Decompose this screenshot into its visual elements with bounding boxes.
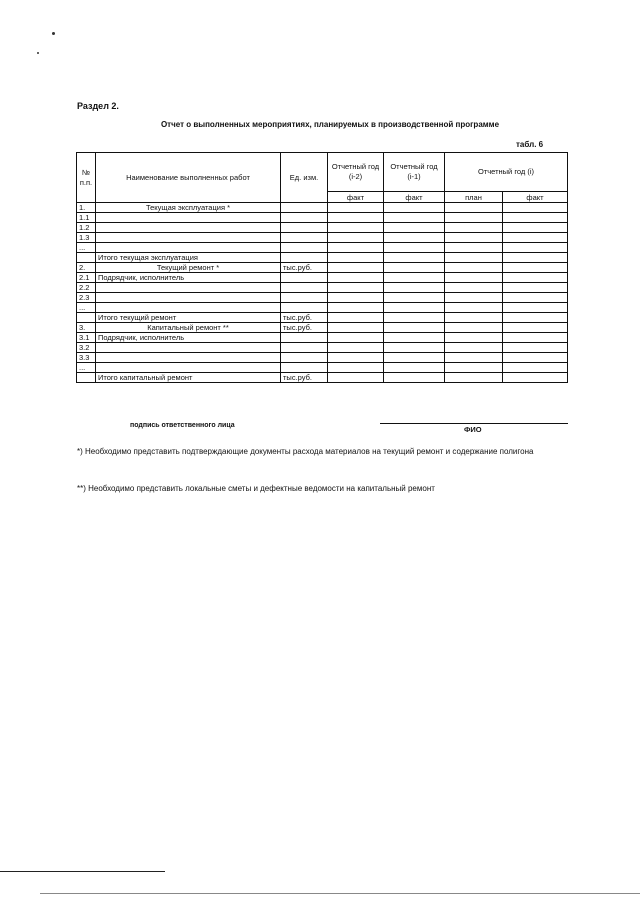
row-unit [281,273,328,283]
cell-plan-i [445,343,503,353]
cell-fakt-i2 [328,323,384,333]
cell-fakt-i [503,303,568,313]
row-unit [281,233,328,243]
row-unit [281,333,328,343]
row-name [96,363,281,373]
row-name [96,223,281,233]
cell-plan-i [445,323,503,333]
cell-fakt-i1 [384,213,445,223]
row-name [96,303,281,313]
header-name: Наименование выполненных работ [96,153,281,203]
report-table [76,152,568,383]
cell-plan-i [445,243,503,253]
cell-fakt-i2 [328,213,384,223]
row-unit: тыс.руб. [281,263,328,273]
cell-fakt-i [503,203,568,213]
table-row [77,303,568,313]
cell-plan-i [445,283,503,293]
cell-fakt-i2 [328,313,384,323]
row-name: Итого капитальный ремонт [96,373,281,383]
row-num: 3.1 [77,333,96,343]
table-reference: табл. 6 [516,140,544,149]
row-name: Подрядчик, исполнитель [96,333,281,343]
cell-fakt-i [503,233,568,243]
subheader-fakt: факт [503,192,568,203]
table-row [77,223,568,233]
header-unit: Ед. изм. [281,153,328,203]
subheader-plan: план [445,192,503,203]
table-row [77,363,568,373]
cell-fakt-i1 [384,253,445,263]
cell-fakt-i [503,263,568,273]
row-unit [281,343,328,353]
cell-fakt-i [503,333,568,343]
cell-fakt-i1 [384,373,445,383]
row-num: 1.1 [77,213,96,223]
row-unit [281,203,328,213]
scan-speck [52,32,55,35]
cell-fakt-i1 [384,293,445,303]
row-num [77,253,96,263]
row-num: 1. [77,203,96,213]
cell-fakt-i2 [328,223,384,233]
row-num: 1.2 [77,223,96,233]
row-name [96,243,281,253]
subheader-fakt: факт [328,192,384,203]
row-name [96,353,281,363]
cell-fakt-i [503,343,568,353]
cell-fakt-i2 [328,243,384,253]
table-row [77,343,568,353]
cell-fakt-i1 [384,243,445,253]
cell-fakt-i [503,223,568,233]
cell-fakt-i2 [328,333,384,343]
row-name [96,233,281,243]
fio-label: ФИО [464,425,482,434]
cell-plan-i [445,373,503,383]
row-unit [281,303,328,313]
row-num: 2. [77,263,96,273]
row-name: Текущий ремонт * [96,263,281,273]
cell-fakt-i [503,373,568,383]
row-name: Подрядчик, исполнитель [96,273,281,283]
header-row [77,153,568,192]
row-unit: тыс.руб. [281,313,328,323]
row-num: ... [77,243,96,253]
table-row [77,353,568,363]
cell-fakt-i [503,313,568,323]
table-row [77,373,568,383]
cell-fakt-i1 [384,233,445,243]
row-num: 2.1 [77,273,96,283]
cell-fakt-i2 [328,373,384,383]
row-name [96,283,281,293]
header-year-i2: Отчетный год (i-2) [328,153,384,192]
row-num: 3.3 [77,353,96,363]
cell-plan-i [445,303,503,313]
cell-plan-i [445,263,503,273]
cell-plan-i [445,233,503,243]
cell-fakt-i2 [328,283,384,293]
table-row [77,283,568,293]
row-num: 3.2 [77,343,96,353]
cell-fakt-i1 [384,333,445,343]
row-num: 3. [77,323,96,333]
row-num: ... [77,303,96,313]
scan-edge-line [0,871,165,872]
cell-fakt-i2 [328,293,384,303]
cell-fakt-i [503,293,568,303]
table-row [77,313,568,323]
cell-fakt-i1 [384,203,445,213]
subheader-fakt: факт [384,192,445,203]
section-label: Раздел 2. [77,101,119,111]
cell-plan-i [445,223,503,233]
signature-label: подпись ответственного лица [130,422,235,429]
cell-fakt-i1 [384,353,445,363]
cell-plan-i [445,273,503,283]
cell-fakt-i [503,283,568,293]
cell-plan-i [445,353,503,363]
row-name [96,343,281,353]
cell-fakt-i [503,353,568,363]
cell-fakt-i1 [384,343,445,353]
row-unit [281,353,328,363]
row-name [96,293,281,303]
row-name: Итого текущий ремонт [96,313,281,323]
table-row [77,323,568,333]
cell-plan-i [445,363,503,373]
row-num: 1.3 [77,233,96,243]
cell-fakt-i1 [384,363,445,373]
header-num: № п.п. [77,153,96,203]
row-name [96,213,281,223]
cell-plan-i [445,333,503,343]
header-year-i: Отчетный год (i) [445,153,568,192]
row-unit [281,293,328,303]
cell-fakt-i1 [384,313,445,323]
cell-fakt-i [503,323,568,333]
row-unit [281,283,328,293]
scan-speck [37,52,39,54]
report-title: Отчет о выполненных мероприятиях, планируемых в производственной программе [160,120,500,129]
row-unit: тыс.руб. [281,323,328,333]
table-row [77,333,568,343]
table-row [77,273,568,283]
cell-plan-i [445,203,503,213]
cell-fakt-i1 [384,323,445,333]
row-name: Итого текущая эксплуатация [96,253,281,263]
cell-fakt-i2 [328,363,384,373]
header-year-i1: Отчетный год (i-1) [384,153,445,192]
row-unit [281,243,328,253]
row-name: Капитальный ремонт ** [96,323,281,333]
row-num [77,373,96,383]
table-row [77,263,568,273]
cell-plan-i [445,293,503,303]
table-row [77,213,568,223]
cell-fakt-i2 [328,253,384,263]
cell-fakt-i2 [328,203,384,213]
row-name: Текущая эксплуатация * [96,203,281,213]
cell-fakt-i1 [384,223,445,233]
cell-fakt-i [503,273,568,283]
cell-fakt-i [503,363,568,373]
cell-fakt-i1 [384,303,445,313]
cell-fakt-i1 [384,283,445,293]
row-num [77,313,96,323]
row-unit: тыс.руб. [281,373,328,383]
cell-fakt-i1 [384,263,445,273]
signature-line [380,423,568,424]
table-row [77,253,568,263]
scan-edge-line [40,893,640,894]
table-row [77,293,568,303]
row-num: 2.3 [77,293,96,303]
cell-fakt-i2 [328,273,384,283]
row-num: 2.2 [77,283,96,293]
row-unit [281,363,328,373]
table-row [77,203,568,213]
table-row [77,243,568,253]
cell-fakt-i1 [384,273,445,283]
footnote-2: **) Необходимо представить локальные сметы и дефектные ведомости на капитальный ремонт [77,484,435,493]
row-num: ... [77,363,96,373]
table-row [77,233,568,243]
cell-fakt-i2 [328,263,384,273]
cell-fakt-i2 [328,343,384,353]
row-unit [281,223,328,233]
footnote-1: *) Необходимо представить подтверждающие документы расхода материалов на текущий ремонт и содержание полигона [77,447,534,456]
cell-fakt-i2 [328,353,384,363]
cell-plan-i [445,313,503,323]
cell-plan-i [445,253,503,263]
row-unit [281,213,328,223]
cell-fakt-i [503,253,568,263]
cell-fakt-i [503,213,568,223]
cell-plan-i [445,213,503,223]
cell-fakt-i2 [328,303,384,313]
cell-fakt-i [503,243,568,253]
cell-fakt-i2 [328,233,384,243]
row-unit [281,253,328,263]
